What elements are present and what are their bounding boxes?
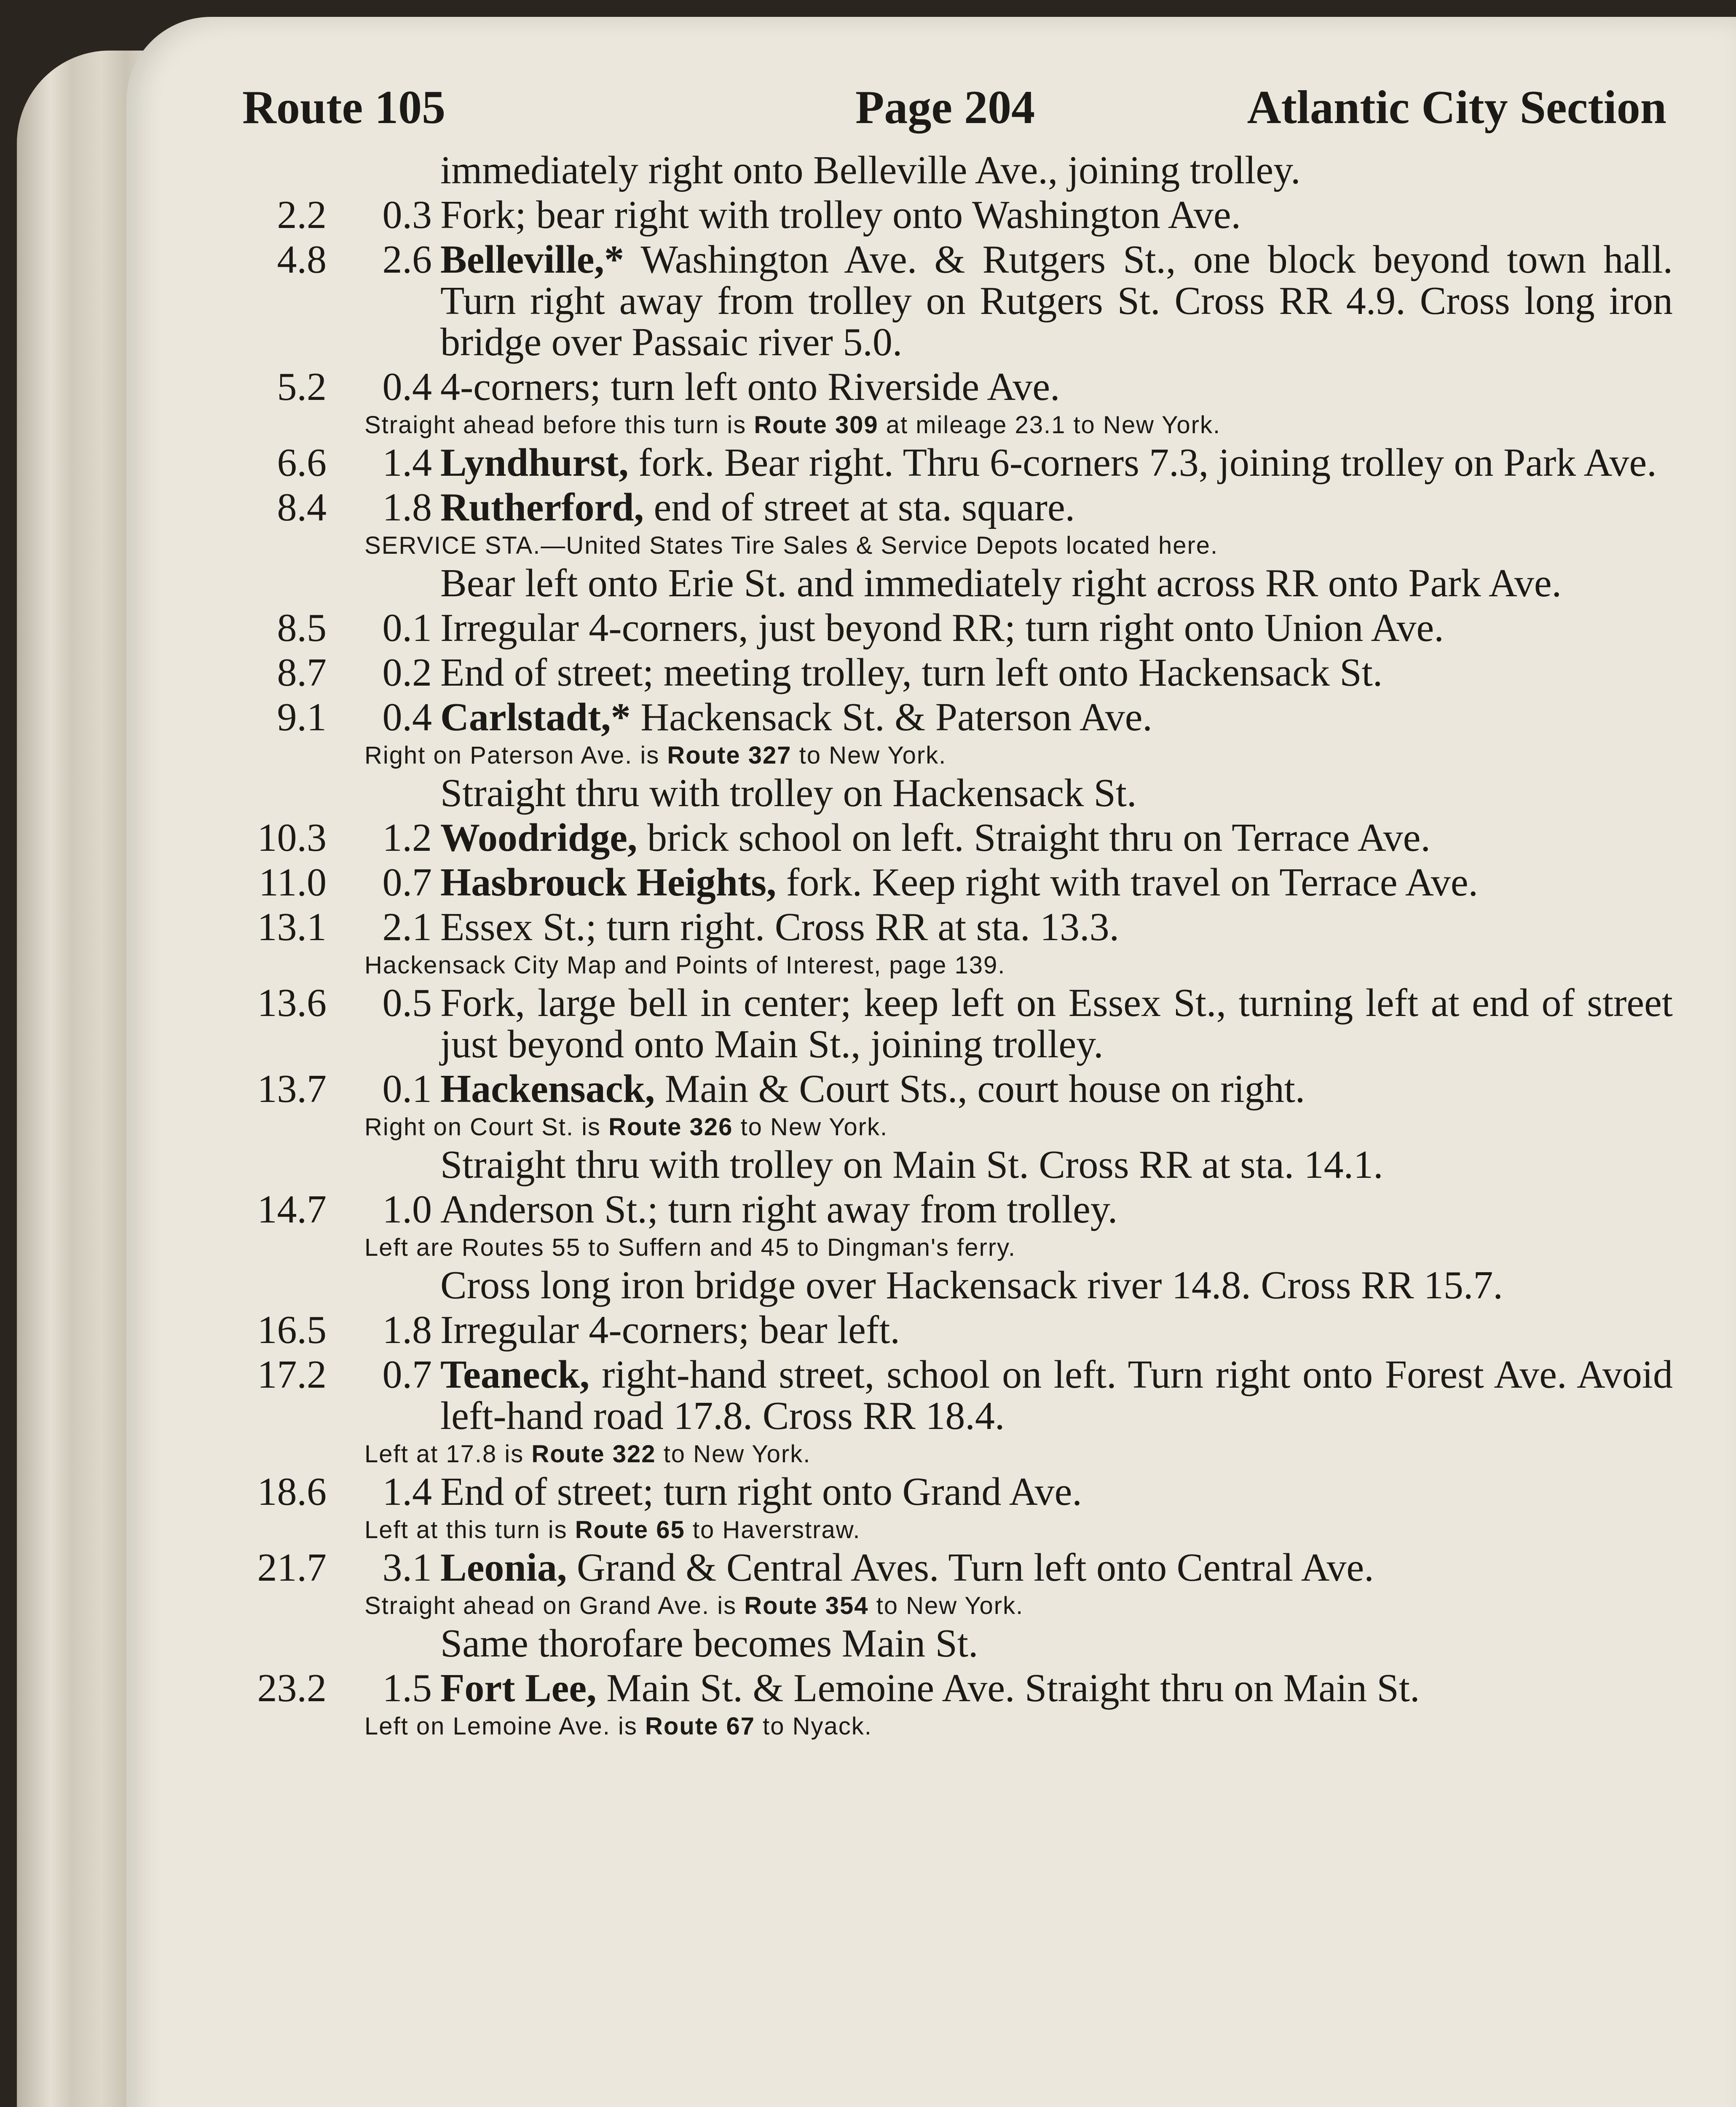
route-reference: Route 327: [667, 742, 792, 769]
direction-text: [440, 1068, 1673, 1110]
direction-continuation: Straight thru with trolley on Hackensack St.: [440, 771, 1137, 815]
route-note-end: to Nyack.: [763, 1713, 872, 1740]
place-name: Teaneck,: [440, 1353, 590, 1397]
direction-text: [440, 1354, 1673, 1437]
route-note-text: Left on Lemoine Ave. is: [364, 1713, 638, 1740]
route-entry-line: [242, 652, 1673, 693]
direction-instruction: fork. Keep right with travel on Terrace Ave.: [776, 860, 1479, 904]
total-mileage: 4.8: [277, 238, 327, 281]
place-name: Lyndhurst,: [440, 441, 629, 485]
route-entry: [242, 697, 1673, 814]
direction-instruction: immediately right onto Belleville Ave., joining trolley.: [440, 148, 1301, 192]
route-entry-line: [242, 1471, 1673, 1512]
direction-text: [440, 1471, 1673, 1512]
leg-mileage: 0.1: [382, 1067, 432, 1111]
route-entry-line: [242, 442, 1673, 483]
leg-mileage: 3.1: [382, 1546, 432, 1590]
place-name: Carlstadt,*: [440, 695, 631, 739]
route-note: [242, 1712, 1673, 1741]
direction-instruction: Hackensack St. & Paterson Ave.: [630, 695, 1152, 739]
route-note-text: Left at 17.8 is: [364, 1440, 524, 1468]
route-reference: Route 65: [575, 1516, 685, 1544]
route-entry: [242, 1354, 1673, 1469]
route-note: [242, 951, 1673, 980]
direction-instruction: Irregular 4-corners; bear left.: [440, 1308, 900, 1352]
direction-text: [440, 150, 1673, 191]
route-note-end: to New York.: [876, 1592, 1024, 1619]
direction-instruction: end of street at sta. square.: [644, 485, 1075, 529]
route-entry: [242, 487, 1673, 604]
direction-text: [440, 862, 1673, 903]
direction-instruction: Fork, large bell in center; keep left on Essex St., turning left at end of street just beyond onto Main St., joining trolley.: [440, 981, 1673, 1066]
direction-instruction: Irregular 4-corners, just beyond RR; turn right onto Union Ave.: [440, 606, 1444, 650]
route-entry-line: [242, 1189, 1673, 1230]
route-entry-line: [242, 697, 1673, 738]
total-mileage: 18.6: [257, 1470, 327, 1514]
route-entry-line: [242, 1667, 1673, 1709]
route-entry: [242, 652, 1673, 693]
direction-instruction: End of street; turn right onto Grand Ave.: [440, 1470, 1082, 1514]
total-mileage: 2.2: [277, 193, 327, 237]
route-entry-line: [242, 194, 1673, 236]
direction-instruction: Main St. & Lemoine Ave. Straight thru on Main St.: [596, 1666, 1420, 1710]
route-reference: Route 309: [754, 411, 879, 439]
route-note: [242, 741, 1673, 770]
direction-continuation: Bear left onto Erie St. and immediately right across RR onto Park Ave.: [440, 561, 1562, 605]
leg-mileage: 1.4: [382, 1470, 432, 1514]
leg-mileage: 0.3: [382, 193, 432, 237]
direction-instruction: End of street; meeting trolley, turn left onto Hackensack St.: [440, 651, 1383, 694]
direction-text: [440, 607, 1673, 649]
total-mileage: 13.7: [257, 1067, 327, 1111]
route-note-end: to New York.: [799, 742, 947, 769]
route-entry: [242, 366, 1673, 440]
place-name: Hackensack,: [440, 1067, 655, 1111]
total-mileage: 13.6: [257, 981, 327, 1025]
route-entry: [242, 906, 1673, 980]
route-note-end: at mileage 23.1 to New York.: [886, 411, 1221, 439]
route-note: [242, 1592, 1673, 1620]
place-name: Woodridge,: [440, 816, 638, 860]
direction-text: [440, 194, 1673, 236]
route-reference: Route 67: [645, 1713, 755, 1740]
route-entry: [242, 1068, 1673, 1185]
direction-instruction: 4-corners; turn left onto Riverside Ave.: [440, 365, 1060, 409]
leg-mileage: 0.7: [382, 860, 432, 904]
total-mileage: 17.2: [257, 1353, 327, 1397]
route-entry: [242, 1471, 1673, 1544]
route-note-text: Left at this turn is: [364, 1516, 568, 1544]
leg-mileage: 0.5: [382, 981, 432, 1025]
leg-mileage: 2.6: [382, 238, 432, 281]
direction-text: [440, 982, 1673, 1065]
total-mileage: 9.1: [277, 695, 327, 739]
route-entry-line: [242, 1309, 1673, 1351]
direction-text: [440, 487, 1673, 528]
route-note: [242, 1233, 1673, 1262]
direction-instruction: Anderson St.; turn right away from trolley.: [440, 1188, 1118, 1231]
leg-mileage: 1.8: [382, 485, 432, 529]
route-number: Route 105: [242, 81, 446, 134]
leg-mileage: 0.2: [382, 651, 432, 694]
direction-continuation: Straight thru with trolley on Main St. Cross RR at sta. 14.1.: [440, 1143, 1383, 1187]
place-name: Rutherford,: [440, 485, 644, 529]
route-note: [242, 1440, 1673, 1469]
route-entry-line: [242, 1068, 1673, 1110]
route-note: [242, 1113, 1673, 1142]
route-note: [242, 1516, 1673, 1544]
route-entry: [242, 442, 1673, 483]
route-entry: [242, 150, 1673, 191]
direction-text: [440, 366, 1673, 407]
direction-text: [440, 1547, 1673, 1588]
route-entry-line: [242, 862, 1673, 903]
place-name: Belleville,*: [440, 238, 624, 281]
route-note: [242, 531, 1673, 560]
route-entry-line: [242, 982, 1673, 1065]
route-note-end: to New York.: [663, 1440, 811, 1468]
route-entry: [242, 817, 1673, 858]
total-mileage: 6.6: [277, 441, 327, 485]
leg-mileage: 2.1: [382, 905, 432, 949]
route-note: [242, 411, 1673, 440]
total-mileage: 8.7: [277, 651, 327, 694]
route-entry: [242, 982, 1673, 1065]
direction-text: [440, 1189, 1673, 1230]
place-name: Hasbrouck Heights,: [440, 860, 777, 904]
total-mileage: 21.7: [257, 1546, 327, 1590]
leg-mileage: 0.1: [382, 606, 432, 650]
total-mileage: 13.1: [257, 905, 327, 949]
route-directions: [242, 150, 1673, 1743]
route-entry: [242, 1309, 1673, 1351]
leg-mileage: 1.5: [382, 1666, 432, 1710]
direction-text: [440, 442, 1673, 483]
route-entry: [242, 239, 1673, 363]
route-entry-line: [242, 487, 1673, 528]
route-entry: [242, 862, 1673, 903]
direction-instruction: right-hand street, school on left. Turn right onto Forest Ave. Avoid left-hand road 17.8. Cross RR 18.4.: [440, 1353, 1673, 1438]
direction-text: [440, 652, 1673, 693]
route-note-end: to Haverstraw.: [692, 1516, 861, 1544]
leg-mileage: 1.2: [382, 816, 432, 860]
route-note-text: Left are Routes 55 to Suffern and 45 to Dingman's ferry.: [364, 1234, 1016, 1261]
total-mileage: 8.5: [277, 606, 327, 650]
route-entry-line: [242, 906, 1673, 948]
direction-instruction: brick school on left. Straight thru on Terrace Ave.: [637, 816, 1431, 860]
leg-mileage: 1.8: [382, 1308, 432, 1352]
direction-instruction: fork. Bear right. Thru 6-corners 7.3, joining trolley on Park Ave.: [628, 441, 1657, 485]
direction-instruction: Grand & Central Aves. Turn left onto Central Ave.: [567, 1546, 1374, 1590]
direction-text: [440, 817, 1673, 858]
direction-text: [440, 1667, 1673, 1709]
route-entry: [242, 194, 1673, 236]
page-header: [242, 78, 1666, 137]
route-entry-line: [242, 366, 1673, 407]
direction-text: [440, 1309, 1673, 1351]
route-entry: [242, 1667, 1673, 1741]
route-note-text: Right on Court St. is: [364, 1113, 601, 1141]
route-entry-line: [242, 239, 1673, 363]
direction-instruction: Essex St.; turn right. Cross RR at sta. 13.3.: [440, 905, 1120, 949]
direction-text: [440, 697, 1673, 738]
route-note-text: Straight ahead on Grand Ave. is: [364, 1592, 737, 1619]
route-entry: [242, 1547, 1673, 1664]
route-note-text: Right on Paterson Ave. is: [364, 742, 660, 769]
direction-continuation: Cross long iron bridge over Hackensack river 14.8. Cross RR 15.7.: [440, 1263, 1503, 1307]
direction-instruction: Fork; bear right with trolley onto Washington Ave.: [440, 193, 1241, 237]
total-mileage: 8.4: [277, 485, 327, 529]
leg-mileage: 0.7: [382, 1353, 432, 1397]
route-note-text: Straight ahead before this turn is: [364, 411, 747, 439]
direction-continuation: Same thorofare becomes Main St.: [440, 1622, 978, 1665]
direction-text: [440, 239, 1673, 363]
total-mileage: 23.2: [257, 1666, 327, 1710]
route-note-text: SERVICE STA.—United States Tire Sales & Service Depots located here.: [364, 532, 1219, 559]
route-entry-line: [242, 1547, 1673, 1588]
route-entry-line: [242, 150, 1673, 191]
direction-instruction: Main & Court Sts., court house on right.: [655, 1067, 1305, 1111]
direction-instruction: Washington Ave. & Rutgers St., one block beyond town hall. Turn right away from trolley on Rutgers St. Cross RR 4.9. Cross long iron bridge over Passaic river 5.0.: [440, 238, 1673, 364]
route-entry-line: [242, 817, 1673, 858]
leg-mileage: 0.4: [382, 365, 432, 409]
route-entry: [242, 607, 1673, 649]
place-name: Leonia,: [440, 1546, 567, 1590]
route-note-text: Hackensack City Map and Points of Interest, page 139.: [364, 952, 1006, 979]
route-note-end: to New York.: [740, 1113, 888, 1141]
leg-mileage: 1.0: [382, 1188, 432, 1231]
direction-text: [440, 906, 1673, 948]
route-entry-line: [242, 1354, 1673, 1437]
total-mileage: 5.2: [277, 365, 327, 409]
total-mileage: 16.5: [257, 1308, 327, 1352]
route-reference: Route 322: [531, 1440, 656, 1468]
leg-mileage: 0.4: [382, 695, 432, 739]
total-mileage: 11.0: [258, 860, 327, 904]
section-title: Atlantic City Section: [1247, 81, 1666, 134]
route-reference: Route 326: [608, 1113, 733, 1141]
total-mileage: 10.3: [257, 816, 327, 860]
leg-mileage: 1.4: [382, 441, 432, 485]
route-entry: [242, 1189, 1673, 1306]
place-name: Fort Lee,: [440, 1666, 597, 1710]
page-number: Page 204: [855, 81, 1035, 134]
total-mileage: 14.7: [257, 1188, 327, 1231]
route-entry-line: [242, 607, 1673, 649]
route-reference: Route 354: [744, 1592, 869, 1619]
